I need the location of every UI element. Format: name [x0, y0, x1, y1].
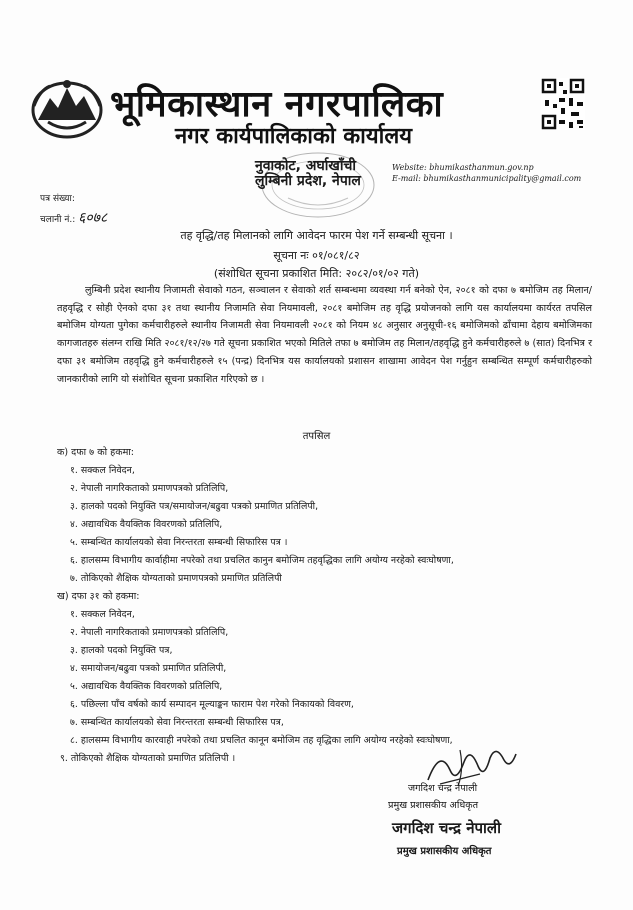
- address-line-2: लुम्बिनी प्रदेश, नेपाल: [255, 173, 361, 189]
- list-item: ९. तोकिएको शैक्षिक योग्यताको प्रमाणित प्रतिलिपी ।: [60, 753, 236, 764]
- list-item: ६. हालसम्म विभागीय कार्वाहीमा नपरेको तथा प्रचलित कानुन बमोजिम तहवृद्धिका लागि अयोग्य नरहेको स्वःघोषणा,: [70, 555, 454, 566]
- notice-body-text: लुम्बिनी प्रदेश स्थानीय निजामती सेवाको गठन, सञ्चालन र सेवाको शर्त सम्बन्धमा व्यवस्था गर्न बनेको ऐन, २०८१ को दफा ७ बमोजिम तह मिलान/तहवृद्धि र सोही ऐनको दफा ३१ तथा स्थानीय निजामति सेवा नियमावली, २०८१ बमोजिम तह वृद्धि प्रयोजनको लागि यस कार्यालयमा कार्यरत तपसिल बमोजिम योग्यता पुगेका कर्मचारीहरुले स्थानीय निजामती सेवा नियमावली २०८१ को नियम ४८ अनुसार अनुसूची-१६ बमोजिमको ढाँचामा देहाय बमोजिमका कागजातहरु संलग्न राखि मिति २०८१/१२/२७ गते सूचना प्रकाशित भएको मितिले तफा ७ बमोजिम तह मिलान/तहवृद्धि हुने कर्मचारीहरुले ७ (सात) दिनभित्र र दफा ३१ बमोजिम तहवृद्धि हुने कर्मचारीहरुले १५ (पन्द्र) दिनभित्र यस कार्यालयको प्रशासन शाखामा आवेदन पेश गर्नुहुन सम्बन्धित सम्पूर्ण कर्मचारीहरुको जानकारीको लागि यो संशोधित सूचना प्रकाशित गरिएको छ ।: [57, 285, 592, 385]
- list-item: ७. तोकिएको शैक्षिक योग्यताको प्रमाणपत्रको प्रमाणित प्रतिलिपी: [70, 573, 282, 584]
- qr-code-icon: [541, 78, 585, 130]
- list-item: ६. पछिल्ला पाँच वर्षको कार्य सम्पादन मूल्याङ्कन फाराम पेश गरेको निकायको विवरण,: [70, 699, 354, 710]
- address-line-1: नुवाकोट, अर्घाखाँची: [255, 158, 356, 174]
- list-item: ३. हालको पदको नियुक्ति पत्र/समायोजन/बढुवा पत्रको प्रमाणित प्रतिलिपी,: [70, 501, 319, 512]
- list-item: ३. हालको पदको नियुक्ति पत्र,: [70, 645, 173, 656]
- email-text: E-mail: bhumikasthanmunicipality@gmail.com: [392, 174, 582, 183]
- patra-sankhya: [40, 191, 75, 204]
- signatory-stamp-title: प्रमुख प्रशासकीय अधिकृत: [397, 846, 492, 857]
- section-a-title: क) दफा ७ को हकमा:: [57, 447, 135, 458]
- list-item: ४. समायोजन/बढुवा पत्रको प्रमाणित प्रतिलिपी,: [70, 663, 227, 674]
- chalani-label: चलानी नं.:: [40, 215, 76, 225]
- list-item: ५. सम्बन्धित कार्यालयको सेवा निरन्तरता सम्बन्धी सिफारिस पत्र ।: [70, 537, 288, 548]
- list-item: ५. अद्यावधिक वैयक्तिक विवरणको प्रतिलिपि,: [70, 681, 223, 692]
- nepal-emblem-icon: [30, 76, 104, 140]
- list-item: ८. हालसम्म विभागीय कारवाही नपरेको तथा प्रचलित कानून बमोजिम तह वृद्धिका लागि अयोग्य नरहेको स्वःघोषणा,: [70, 735, 453, 746]
- patra-label: पत्र संख्या:: [40, 194, 75, 204]
- list-item: १. सक्कल निवेदन,: [70, 465, 135, 476]
- signatory-stamp-name: जगदिश चन्द्र नेपाली: [392, 819, 501, 837]
- website-text: Website: bhumikasthanmun.gov.np: [392, 163, 534, 172]
- signatory-title: प्रमुख प्रशासकीय अधिकृत: [388, 800, 479, 811]
- section-b-title: ख) दफा ३१ को हकमा:: [57, 591, 140, 602]
- notice-subject: तह वृद्धि/तह मिलानको लागि आवेदन फारम पेश गर्ने सम्बन्धी सूचना ।: [180, 229, 453, 242]
- chalani-value: ६०७८: [78, 210, 108, 226]
- chalani-number: [40, 208, 107, 227]
- revised-date: (संशोधित सूचना प्रकाशित मिति: २०८२/०१/०२ गते): [213, 267, 420, 280]
- list-item: २. नेपाली नागरिकताको प्रमाणपत्रको प्रतिलिपि,: [70, 627, 229, 638]
- notice-body: [57, 282, 592, 388]
- list-item: १. सक्कल निवेदन,: [70, 609, 135, 620]
- org-title: भूमिकास्थान नगरपालिका: [110, 84, 444, 125]
- list-item: ७. सम्बन्धित कार्यालयको सेवा निरन्तरता सम्बन्धी सिफारिस पत्र,: [70, 717, 284, 728]
- list-item: २. नेपाली नागरिकताको प्रमाणपत्रको प्रतिलिपि,: [70, 483, 229, 494]
- notice-number: सूचना नः ०१/०८१/८२: [273, 249, 360, 262]
- tapsil-heading: तपसिल: [302, 431, 331, 442]
- list-item: ४. अद्यावधिक वैयक्तिक विवरणको प्रतिलिपि,: [70, 519, 223, 530]
- signatory-name: जगदिश चन्द्र नेपाली: [408, 783, 478, 794]
- org-subtitle: नगर कार्यपालिकाको कार्यालय: [175, 124, 412, 149]
